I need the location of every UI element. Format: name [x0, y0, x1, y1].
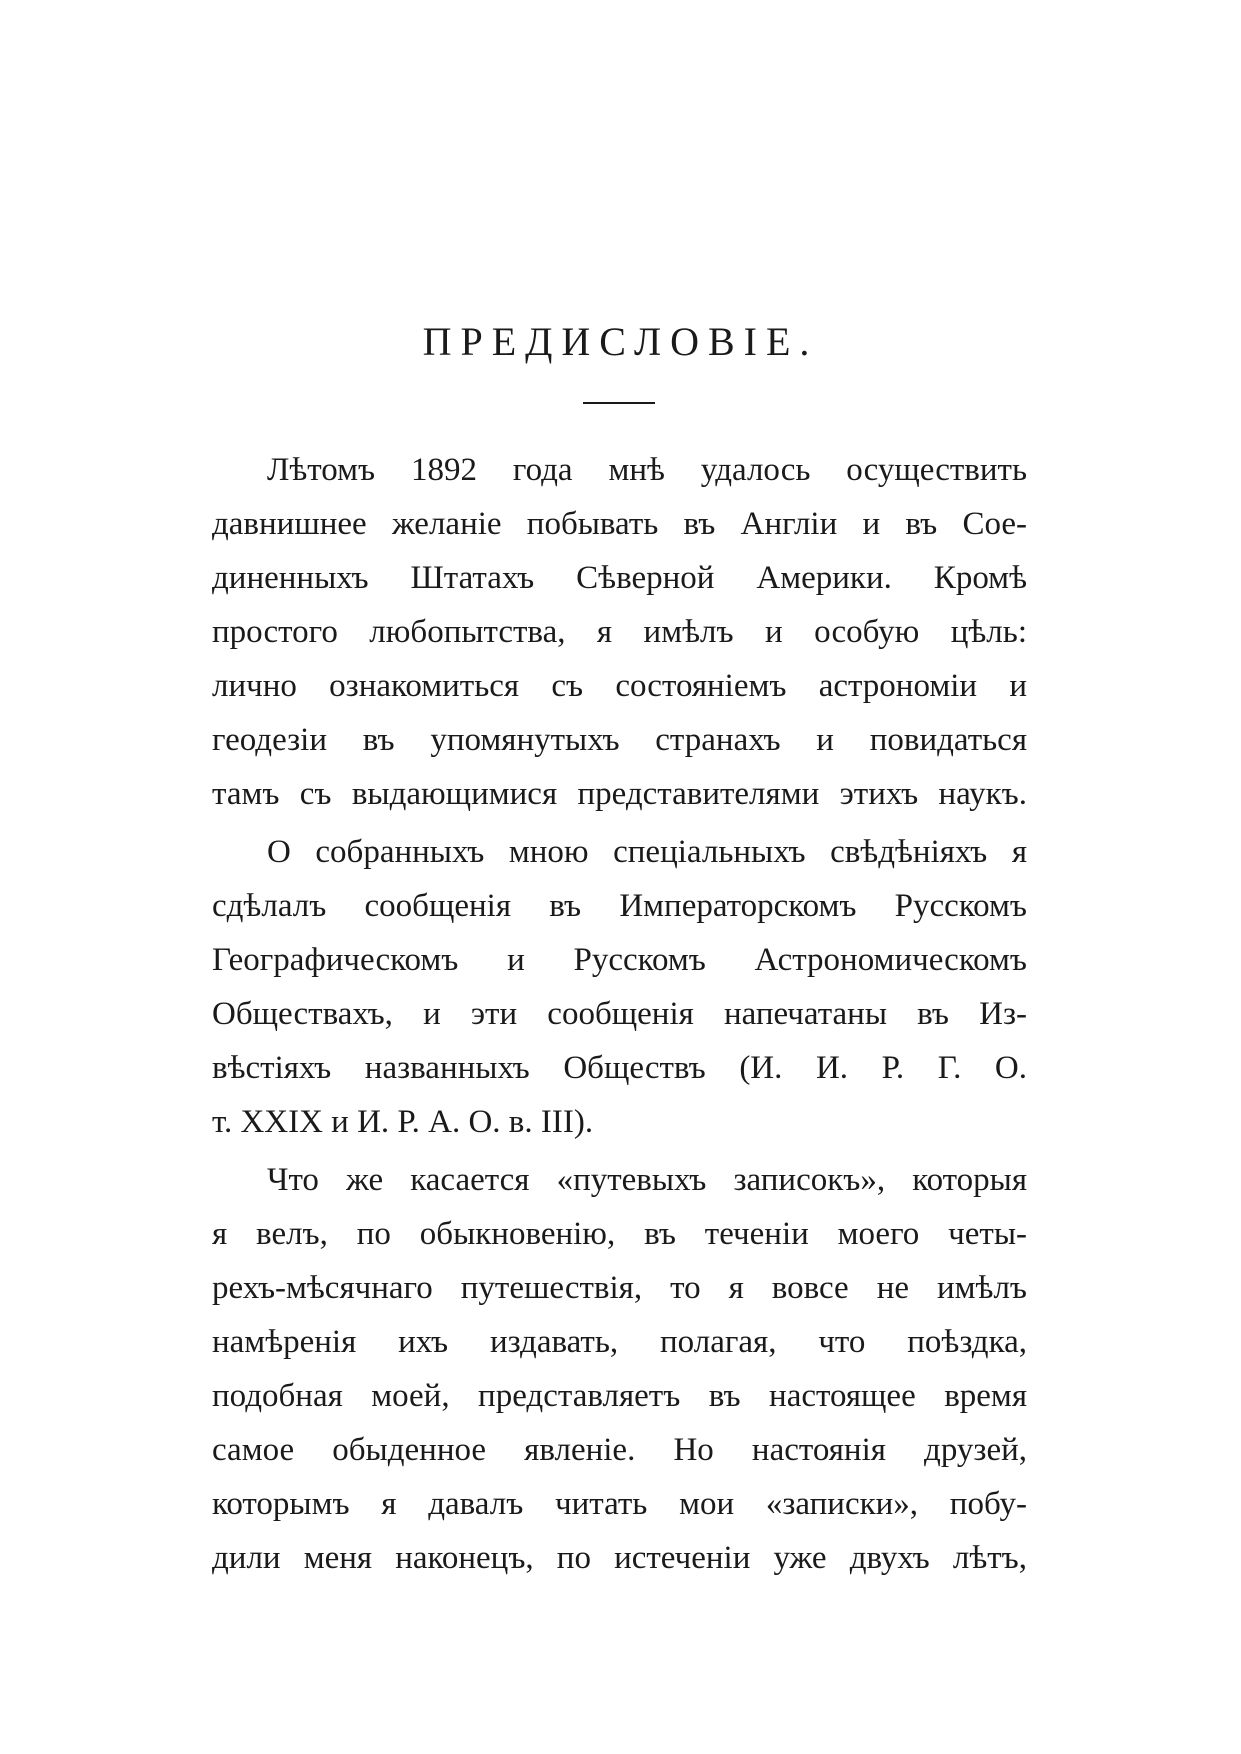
text-line: давнишнее желаніе побывать въ Англіи и въ Сое- — [212, 506, 1027, 542]
text-line: самое обыденное явленіе. Но настоянія друзей, — [212, 1432, 1027, 1468]
text-line: Лѣтомъ 1892 года мнѣ удалось осуществить — [267, 452, 1027, 488]
text-line: намѣренія ихъ издавать, полагая, что поѣздка, — [212, 1324, 1027, 1360]
text-line: Обществахъ, и эти сообщенія напечатаны въ Из- — [212, 996, 1027, 1032]
text-line: т. XXIX и И. Р. А. О. в. III). — [212, 1104, 594, 1140]
text-line: Что же касается «путевыхъ записокъ», которыя — [267, 1162, 1027, 1198]
paragraph-3 — [212, 1153, 1027, 1585]
text-line: рехъ-мѣсячнаго путешествія, то я вовсе не имѣлъ — [212, 1270, 1027, 1306]
text-line: которымъ я давалъ читать мои «записки», побу- — [212, 1486, 1027, 1522]
text-line: диненныхъ Штатахъ Сѣверной Америки. Кромѣ — [212, 560, 1027, 596]
text-line: сдѣлалъ сообщенія въ Императорскомъ Русскомъ — [212, 888, 1027, 924]
preface-text — [212, 443, 1027, 1585]
paragraph-2 — [212, 825, 1027, 1149]
text-line: подобная моей, представляетъ въ настоящее время — [212, 1378, 1027, 1414]
text-line: я велъ, по обыкновенію, въ теченіи моего четы- — [212, 1216, 1027, 1252]
text-line: геодезіи въ упомянутыхъ странахъ и повидаться — [212, 722, 1027, 758]
paragraph-1 — [212, 443, 1027, 821]
text-line: Географическомъ и Русскомъ Астрономическомъ — [212, 942, 1027, 978]
text-line: простого любопытства, я имѣлъ и особую цѣль: — [212, 614, 1027, 650]
text-line: тамъ съ выдающимися представителями этихъ наукъ. — [212, 776, 1027, 812]
title-divider — [583, 402, 655, 404]
text-line: дили меня наконецъ, по истеченіи уже двухъ лѣтъ, — [212, 1540, 1027, 1576]
text-line: О собранныхъ мною спеціальныхъ свѣдѣніяхъ я — [267, 834, 1027, 870]
page-title: ПРЕДИСЛОВІЕ. — [422, 319, 819, 364]
text-line: вѣстіяхъ названныхъ Обществъ (И. И. Р. Г. О. — [212, 1050, 1027, 1086]
text-line: лично ознакомиться съ состояніемъ астрономіи и — [212, 668, 1027, 704]
